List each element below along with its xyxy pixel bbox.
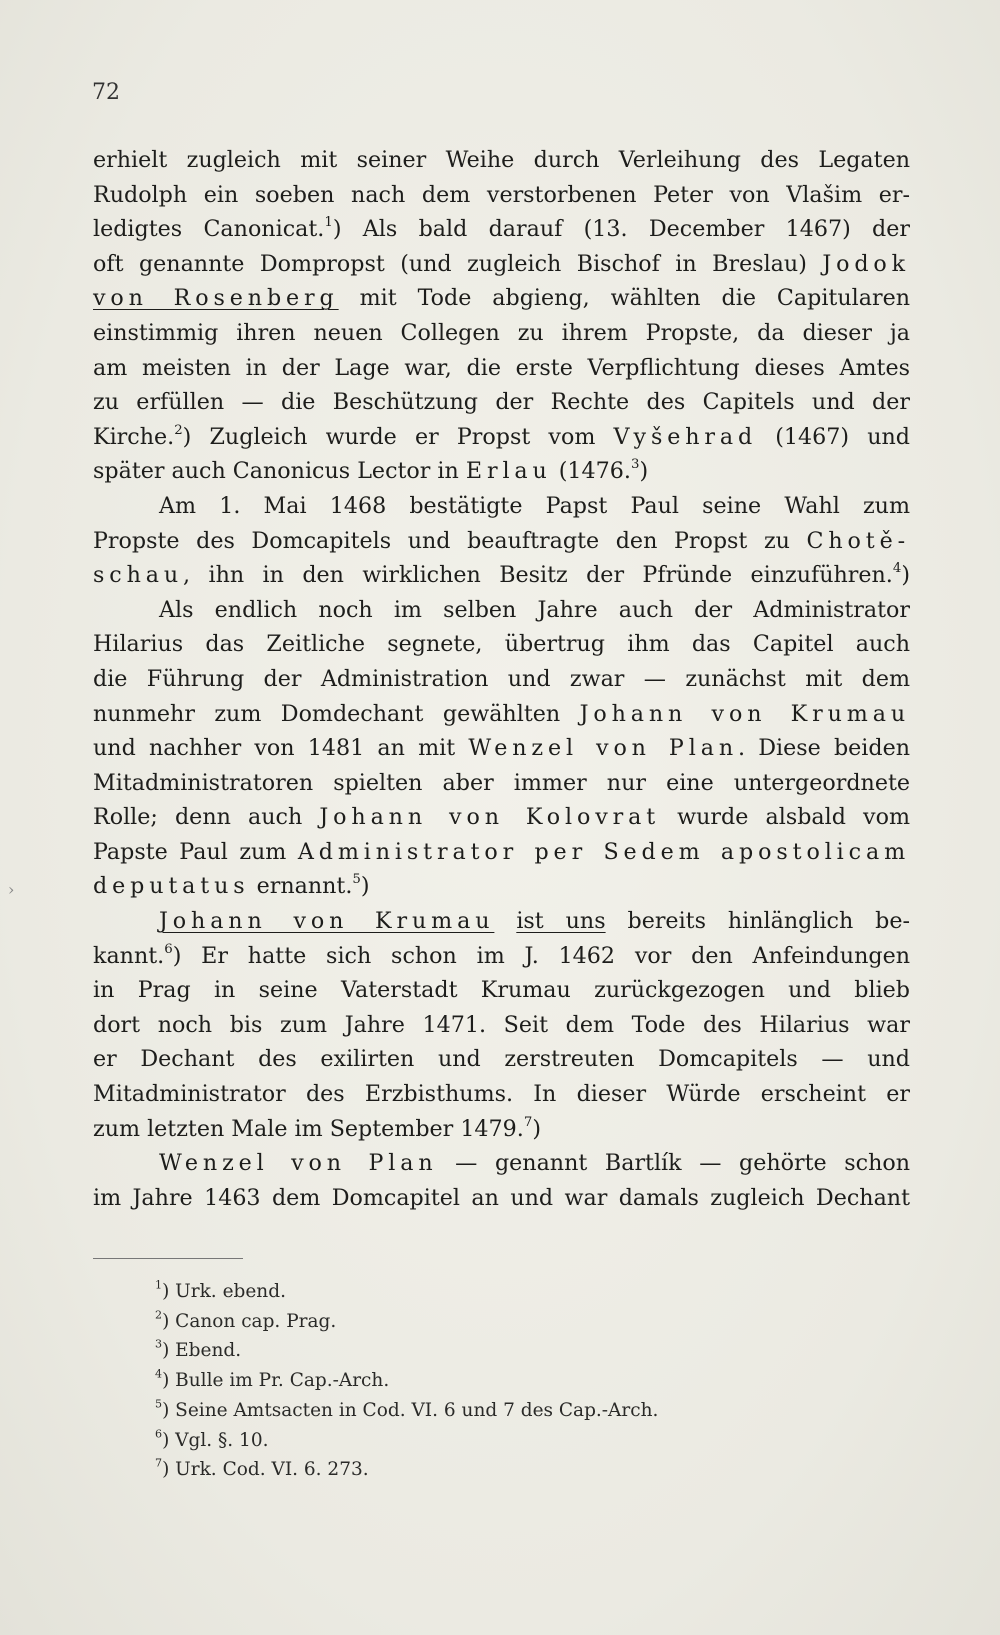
text-line [93, 1112, 910, 1147]
text-line [93, 143, 910, 178]
text-line [93, 1146, 910, 1181]
text-span: bereits hinlänglich be- [605, 908, 911, 935]
text-span: die Führung der Administration und zwar — zunächst mit dem [93, 665, 910, 692]
text-span: im Jahre 1463 dem Domcapitel an und war damals zugleich Dechant [93, 1184, 910, 1211]
footnote-ref[interactable]: 5 [352, 872, 361, 888]
text-span: er Dechant des exilirten und zerstreuten Domcapitels — und [93, 1046, 910, 1073]
text-line [93, 178, 910, 213]
spaced-name: Johann von Kolovrat [319, 804, 661, 831]
footnote [155, 1277, 658, 1307]
footnote [155, 1336, 658, 1366]
footnote [155, 1455, 658, 1485]
text-line [93, 593, 910, 628]
text-line [93, 697, 910, 732]
footnote [155, 1396, 658, 1426]
footnote-mark: 5 [155, 1397, 163, 1411]
text-line [93, 869, 910, 904]
footnote [155, 1426, 658, 1456]
spaced-name: Vyšehrad [613, 423, 758, 450]
footnote-ref[interactable]: 3 [630, 457, 640, 473]
text-span: ernannt. [249, 873, 353, 900]
text-line [93, 420, 910, 455]
text-line [93, 662, 910, 697]
text-span: ledigtes Canonicat. [93, 216, 325, 243]
text-span: wurde alsbald vom [660, 804, 910, 831]
text-span: — genannt Bartlík — gehörte schon [437, 1150, 911, 1177]
text-span: erhielt zugleich mit seiner Weihe durch Verleihung des Legaten [93, 147, 910, 173]
footnote-text: ) Bulle im Pr. Cap.-Arch. [162, 1370, 390, 1392]
text-span: Mitadministratoren spielten aber immer nur eine untergeordnete [93, 769, 910, 796]
text-line [93, 973, 910, 1008]
footnote-text: ) Vgl. §. 10. [162, 1429, 269, 1451]
text-line [93, 524, 910, 559]
text-span: . Diese beiden [738, 735, 910, 762]
footnote-ref[interactable]: 6 [164, 941, 173, 957]
spaced-name: Wenzel von Plan [468, 735, 738, 762]
body-text [93, 143, 910, 1215]
footnote-text: ) Ebend. [162, 1340, 242, 1362]
text-span: ) [639, 458, 649, 485]
text-line [93, 627, 910, 662]
footnote-text: ) Urk. Cod. VI. 6. 273. [162, 1459, 369, 1481]
text-line [93, 489, 910, 524]
text-span: in Prag in seine Vaterstadt Krumau zurückgezogen und blieb [93, 977, 910, 1004]
footnote-ref[interactable]: 4 [892, 561, 902, 577]
text-span: Kirche. [93, 423, 175, 450]
footnote-text: ) Seine Amtsacten in Cod. VI. 6 und 7 des Cap.-Arch. [162, 1399, 659, 1421]
text-span: Papste Paul zum [93, 838, 298, 865]
text-line [93, 351, 910, 386]
text-line [93, 835, 910, 870]
footnote-mark: 4 [155, 1367, 163, 1381]
text-span: Am 1. Mai 1468 bestätigte Papst Paul seine Wahl zum [159, 492, 910, 519]
spaced-name: Wenzel von Plan [159, 1150, 438, 1177]
text-span: später auch Canonicus Lector in [93, 458, 466, 485]
text-span: und nachher von 1481 an mit [93, 735, 469, 762]
text-line [93, 1077, 910, 1112]
text-span: ) Als bald darauf (13. December 1467) der [332, 216, 910, 243]
text-line [93, 281, 910, 316]
spaced-name: von Rosenberg [93, 285, 339, 312]
footnote-text: ) Urk. ebend. [162, 1281, 286, 1302]
text-span: ) [360, 873, 370, 900]
text-span: kannt. [93, 942, 165, 969]
text-line [93, 247, 910, 282]
text-line [93, 1042, 910, 1077]
footnotes [155, 1277, 658, 1485]
underlined-text: ist uns [516, 908, 606, 935]
footnote-ref[interactable]: 1 [324, 215, 333, 231]
text-line [93, 1181, 910, 1216]
page-number: 72 [92, 80, 120, 105]
text-span: (1476. [551, 458, 631, 485]
text-span: mit Tode abgieng, wählten die Capitularen [338, 285, 910, 312]
text-span: ) [532, 1115, 541, 1142]
text-span: Rudolph ein soeben nach dem verstorbenen Peter von Vlašim er- [93, 181, 910, 208]
text-line [93, 212, 910, 247]
text-span: ) Zugleich wurde er Propst vom [182, 423, 614, 450]
footnote-text: ) Canon cap. Prag. [162, 1310, 337, 1332]
text-span: Als endlich noch im selben Jahre auch der Administrator [159, 596, 910, 623]
spaced-name: Chotě- [806, 527, 910, 554]
text-line [93, 454, 910, 489]
text-line [93, 800, 910, 835]
text-span: einstimmig ihren neuen Collegen zu ihrem Propste, da dieser ja [93, 319, 910, 346]
text-line [93, 316, 910, 351]
text-span: ) Er hatte sich schon im J. 1462 vor den Anfeindungen [172, 942, 910, 969]
text-span: zum letzten Male im September 1479. [93, 1115, 524, 1142]
footnote-divider [93, 1258, 243, 1259]
text-span: nunmehr zum Domdechant gewählten [93, 700, 580, 727]
text-span: Mitadministrator des Erzbisthums. In dieser Würde erscheint er [93, 1081, 910, 1108]
spaced-name: Johann von Krumau [159, 908, 495, 935]
text-span: oft genannte Dompropst (und zugleich Bischof in Breslau) [93, 250, 823, 277]
spaced-name: schau [93, 562, 184, 589]
footnote-ref[interactable]: 2 [174, 422, 183, 438]
spaced-name: Administrator per Sedem apostolicam [297, 838, 910, 865]
text-line [93, 731, 910, 766]
text-span: dort noch bis zum Jahre 1471. Seit dem Tode des Hilarius war [93, 1011, 910, 1038]
text-line [93, 766, 910, 801]
footnote [155, 1307, 658, 1337]
spaced-name: deputatus [93, 873, 250, 900]
text-line [93, 1008, 910, 1043]
footnote-mark: 2 [155, 1308, 163, 1322]
footnote [155, 1366, 658, 1396]
text-span: Hilarius das Zeitliche segnete, übertrug ihm das Capitel auch [93, 631, 910, 658]
text-span: ) [901, 562, 910, 589]
footnote-mark: 6 [155, 1427, 163, 1441]
text-span: Propste des Domcapitels und beauftragte den Propst zu [93, 527, 807, 554]
footnote-ref[interactable]: 7 [523, 1114, 533, 1130]
text-span: , ihn in den wirklichen Besitz der Pfründe einzuführen. [183, 562, 893, 589]
text-line [93, 385, 910, 420]
text-span: zu erfüllen — die Beschützung der Rechte des Capitels und der [93, 389, 910, 416]
spaced-name: Erlau [465, 458, 552, 485]
text-line [93, 904, 910, 939]
margin-mark: › [8, 880, 15, 899]
text-line [93, 558, 910, 593]
text-span [494, 908, 516, 934]
text-line [93, 939, 910, 974]
spaced-name: Johann von Krumau [579, 700, 911, 727]
footnote-mark: 1 [155, 1278, 163, 1292]
text-span: (1467) und [757, 423, 910, 450]
footnote-mark: 7 [155, 1456, 163, 1470]
text-span: Rolle; denn auch [93, 804, 320, 831]
footnote-mark: 3 [155, 1338, 163, 1352]
spaced-name: Jodok [822, 250, 910, 277]
text-span: am meisten in der Lage war, die erste Verpflichtung dieses Amtes [93, 354, 910, 381]
